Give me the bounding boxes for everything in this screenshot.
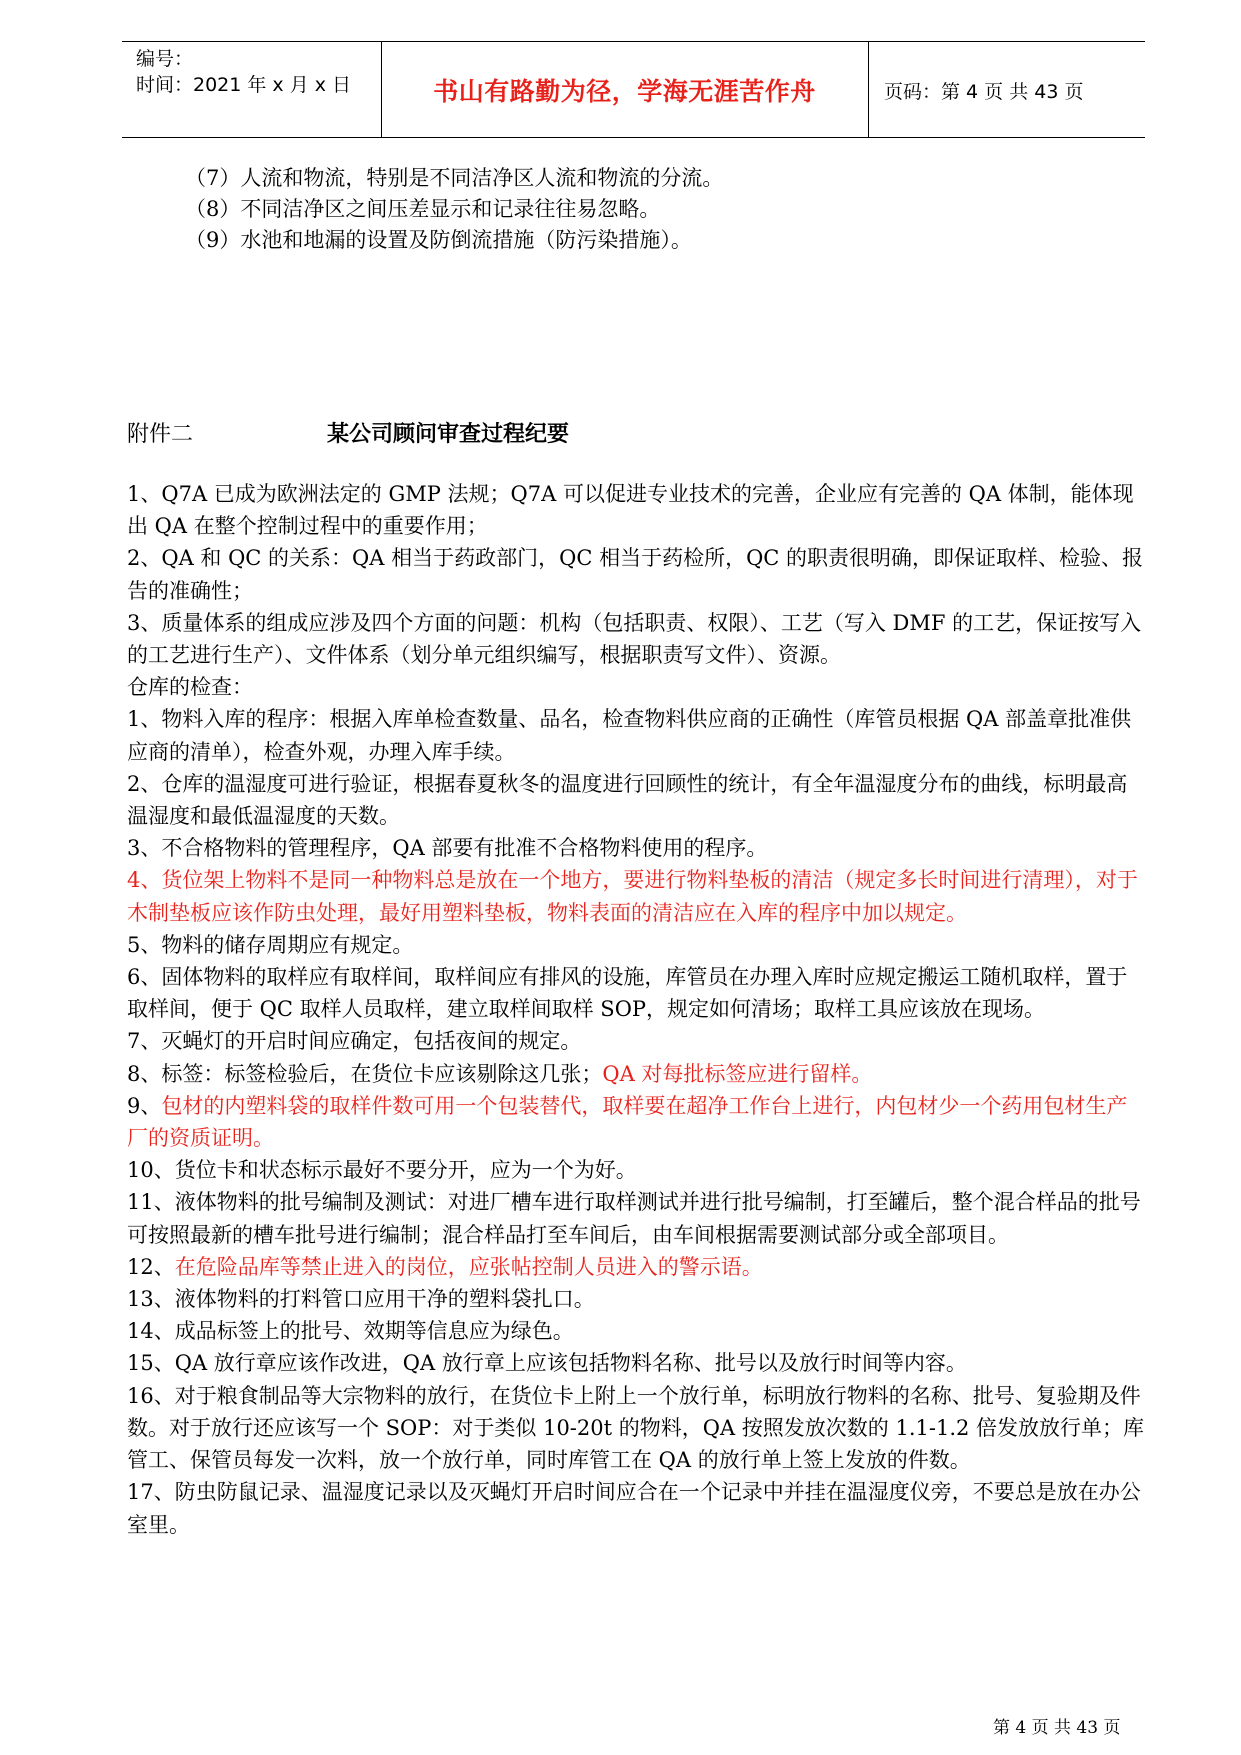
paragraph [127,1058,1147,1090]
paragraph: 3、质量体系的组成应涉及四个方面的问题：机构（包括职责、权限）、工艺（写入 DMF 的工艺，保证按写入的工艺进行生产）、文件体系（划分单元组织编写，根据职责写文件）、资源。 [127,610,1142,668]
page-header [122,41,1145,138]
paragraph: 3、不合格物料的管理程序，QA 部要有批准不合格物料使用的程序。 [127,836,768,861]
paragraph: 1、物料入库的程序：根据入库单检查数量、品名，检查物料供应商的正确性（库管员根据 QA 部盖章批准供应商的清单），检查外观，办理入库手续。 [127,707,1132,764]
document-body [127,478,1147,1541]
document-number-label: 编号： [136,48,194,70]
paragraph-number: 12、 [127,1254,175,1279]
highlighted-paragraph: 4、货位架上物料不是同一种物料总是放在一个地方，要进行物料垫板的清洁（规定多长时间进行清理），对于木制垫板应该作防虫处理，最好用塑料垫板，物料表面的清洁应在入库的程序中加以规定。 [127,868,1138,925]
highlighted-text: 在危险品库等禁止进入的岗位，应张帖控制人员进入的警示语。 [174,1254,763,1279]
intro-item-8: （8）不同洁净区之间压差显示和记录往往易忽略。 [185,197,661,221]
header-divider [868,42,869,137]
page-footer: 第 4 页 共 43 页 [993,1718,1121,1738]
section-heading-warehouse: 仓库的检查： [127,675,253,700]
paragraph-text: 8、标签：标签检验后，在货位卡应该剔除这几张； [127,1061,603,1086]
highlighted-text: 包材的内塑料袋的取样件数可用一个包装替代，取样要在超净工作台上进行，内包材少一个药用包材生产厂的资质证明。 [127,1093,1128,1151]
paragraph: 13、液体物料的打料管口应用干净的塑料袋扎口。 [127,1287,595,1312]
paragraph: 1、Q7A 已成为欧洲法定的 GMP 法规；Q7A 可以促进专业技术的完善，企业应有完善的 QA 体制，能体现出 QA 在整个控制过程中的重要作用； [127,482,1134,539]
document-time-label: 时间：2021 年 x 月 x 日 [136,74,352,96]
header-motto: 书山有路勤为径，学海无涯苦作舟 [433,77,816,106]
paragraph: 11、液体物料的批号编制及测试：对进厂槽车进行取样测试并进行批号编制，打至罐后，整个混合样品的批号可按照最新的槽车批号进行编制；混合样品打至车间后，由车间根据需要测试部分或全部项目。 [127,1190,1141,1247]
header-page-code: 页码：第 4 页 共 43 页 [884,81,1084,103]
intro-item-9: （9）水池和地漏的设置及防倒流措施（防污染措施）。 [185,228,692,252]
paragraph: 6、固体物料的取样应有取样间，取样间应有排风的设施，库管员在办理入库时应规定搬运工随机取样，置于取样间，便于 QC 取样人员取样，建立取样间取样 SOP，规定如何清场；取样工具应该放在现场。 [127,965,1128,1022]
header-meta [136,46,351,98]
paragraph: 5、物料的储存周期应有规定。 [127,932,414,957]
paragraph: 16、对于粮食制品等大宗物料的放行，在货位卡上附上一个放行单，标明放行物料的名称、批号、复验期及件数。对于放行还应该写一个 SOP：对于类似 10-20t 的物料，QA 按照发放次数的 1.1-1.2 倍发放放行单；库管工、保管员每发一次料，放一个放行单，同时库管工在 QA 的放行单上签上发放的件数。 [127,1383,1145,1473]
paragraph: 17、防虫防鼠记录、温湿度记录以及灭蝇灯开启时间应合在一个记录中并挂在温湿度仪旁，不要总是放在办公室里。 [127,1480,1141,1537]
paragraph: 7、灭蝇灯的开启时间应确定，包括夜间的规定。 [127,1029,582,1054]
paragraph-number: 9、 [127,1093,162,1118]
paragraph [127,1090,1147,1154]
paragraph: 15、QA 放行章应该作改进，QA 放行章上应该包括物料名称、批号以及放行时间等内容。 [127,1351,967,1376]
paragraph: 2、仓库的温湿度可进行验证，根据春夏秋冬的温度进行回顾性的统计，有全年温湿度分布的曲线，标明最高温湿度和最低温湿度的天数。 [127,771,1128,829]
paragraph: 14、成品标签上的批号、效期等信息应为绿色。 [127,1319,574,1344]
attachment-label: 附件二 [127,422,194,447]
paragraph [127,1251,1147,1283]
intro-item-7: （7）人流和物流，特别是不同洁净区人流和物流的分流。 [185,166,724,190]
paragraph: 10、货位卡和状态标示最好不要分开，应为一个为好。 [127,1158,637,1183]
attachment-title: 某公司顾问审查过程纪要 [327,422,570,447]
intro-list [185,163,723,256]
paragraph: 2、QA 和 QC 的关系：QA 相当于药政部门，QC 相当于药检所，QC 的职责很明确，即保证取样、检验、报告的准确性； [127,546,1144,603]
highlighted-text: QA 对每批标签应进行留样。 [602,1061,873,1086]
